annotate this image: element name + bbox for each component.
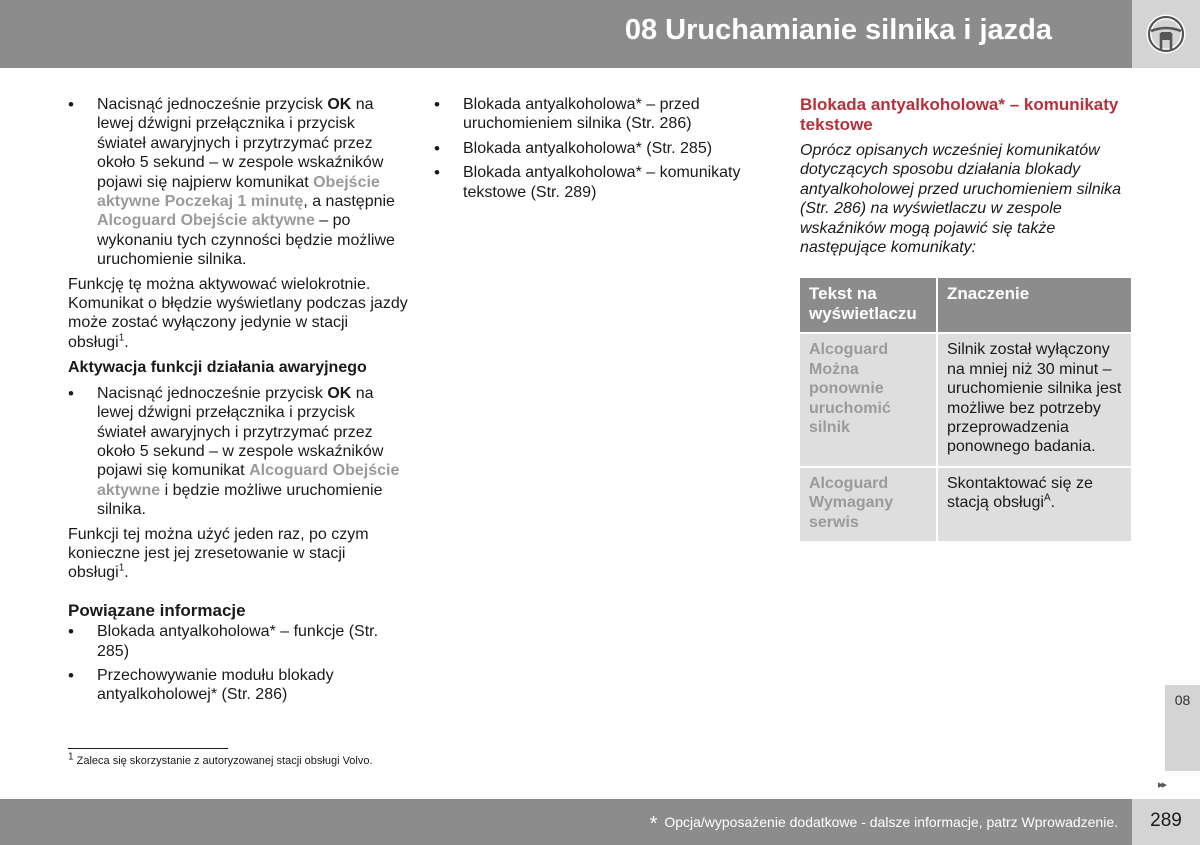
table-row xyxy=(800,333,1131,466)
list-item xyxy=(68,384,408,520)
text: , a następnie xyxy=(303,193,395,211)
procedure-list-1 xyxy=(68,95,408,270)
text: Funkcję tę można aktywować wielokrotnie. Komunikat o błędzie wyświetlany podczas jazdy może zostać wyłączony jedynie w stacji obsługi xyxy=(68,275,408,351)
related-link[interactable]: • Przechowywanie modułu blokady antyalkoholowej* (Str. 286) xyxy=(68,666,408,705)
paragraph xyxy=(68,275,408,353)
footnote-ref: 1 xyxy=(118,332,125,344)
related-links xyxy=(68,622,408,705)
intro-paragraph: Oprócz opisanych wcześniej komunikatów dotyczących sposobu działania blokady antyalkoholowej przed uruchomieniem silnika (Str. 286) na wyświetlaczu w zespole wskaźników mogą pojawić się także następujące komunikaty: xyxy=(800,142,1122,257)
related-links-continued xyxy=(434,95,774,202)
table-row xyxy=(800,467,1131,541)
related-link[interactable]: • Blokada antyalkoholowa* (Str. 285) xyxy=(434,139,774,158)
display-text-cell: Alcoguard Wymagany serwis xyxy=(800,467,937,541)
ok-button-label: OK xyxy=(327,96,352,113)
procedure-list-2 xyxy=(68,384,408,520)
related-info-heading: Powiązane informacje xyxy=(68,600,246,620)
footnote xyxy=(68,751,373,767)
page-number-box xyxy=(1132,799,1200,845)
text: i będzie możliwe uruchomienie silnika. xyxy=(97,481,383,519)
footnote-text: Zaleca się skorzystanie z autoryzowanej stacji obsługi Volvo. xyxy=(73,755,373,767)
paragraph xyxy=(68,525,408,583)
steering-wheel-icon xyxy=(1144,12,1188,56)
page-number: 289 xyxy=(1150,810,1182,831)
meaning-cell xyxy=(937,467,1131,541)
meaning-cell: Silnik został wyłączony na mniej niż 30 minut – uruchomienie silnika jest możliwe bez potrzeby przeprowadzenia ponownego badania. xyxy=(937,333,1131,466)
section-subheading: Aktywacja funkcji działania awaryjnego xyxy=(68,359,367,377)
related-link[interactable]: • Blokada antyalkoholowa* – funkcje (Str. 285) xyxy=(68,622,408,661)
column-header: Znaczenie xyxy=(937,278,1131,333)
chapter-header xyxy=(0,0,1132,68)
list-item xyxy=(68,95,408,270)
related-link[interactable]: • Blokada antyalkoholowa* – komunikaty tekstowe (Str. 289) xyxy=(434,163,774,202)
text: . xyxy=(124,564,129,582)
column-header: Tekst na wyświetlaczu xyxy=(800,278,937,333)
text: . xyxy=(124,333,129,351)
chapter-icon-box xyxy=(1132,0,1200,68)
section-heading: Blokada antyalkoholowa* – komunikaty tekstowe xyxy=(800,95,1119,134)
text: – po wykonaniu tych czynności będzie możliwe uruchomienie silnika. xyxy=(97,212,395,269)
ok-button-label: OK xyxy=(327,384,352,402)
footer-text: Opcja/wyposażenie dodatkowe - dalsze informacje, patrz Wprowadzenie. xyxy=(660,814,1118,830)
chapter-tab-label: 08 xyxy=(1174,692,1191,708)
display-message: Alcoguard Obejście aktywne xyxy=(97,462,400,499)
display-message: Alcoguard Obejście aktywne xyxy=(97,212,315,230)
text: Skontaktować się ze stacją obsługi xyxy=(947,474,1093,512)
footnote-ref: 1 xyxy=(118,563,125,575)
text: Funkcji tej można użyć jeden raz, po czym konieczne jest jej zresetowanie w stacji obsługi xyxy=(68,525,369,582)
asterisk-icon: * xyxy=(649,813,658,835)
text: . xyxy=(1050,494,1056,512)
display-text-cell: Alcoguard Można ponownie uruchomić silnik xyxy=(800,333,937,466)
text: na lewej dźwigni przełącznika i przycisk świateł awaryjnych i przytrzymać przez około 5 sekund – w zespole wskaźników pojawi się komunikat xyxy=(97,384,384,480)
text: Nacisnąć jednocześnie przycisk xyxy=(97,384,328,402)
footer-note xyxy=(650,813,1118,836)
text: na lewej dźwigni przełącznika i przycisk świateł awaryjnych i przytrzymać przez około 5 sekund – w zespole wskaźników pojawi się najpierw komunikat xyxy=(97,96,384,191)
footnote-divider xyxy=(68,748,228,749)
footnote-ref: A xyxy=(1043,492,1051,504)
page-footer xyxy=(0,799,1132,845)
chapter-title: 08 Uruchamianie silnika i jazda xyxy=(624,14,1052,46)
text: Nacisnąć jednocześnie przycisk xyxy=(97,96,328,113)
table-header-row xyxy=(800,278,1131,333)
left-column xyxy=(68,95,408,710)
related-link[interactable]: • Blokada antyalkoholowa* – przed uruchomieniem silnika (Str. 286) xyxy=(434,95,774,134)
chapter-side-tab[interactable] xyxy=(1165,685,1200,771)
display-message: Obejście aktywne Poczekaj 1 minutę xyxy=(97,173,380,211)
right-column xyxy=(800,95,1131,541)
messages-table xyxy=(800,278,1131,541)
middle-column xyxy=(434,95,774,207)
continue-arrows-icon: ▸▸ xyxy=(1158,779,1166,791)
footnote-mark: 1 xyxy=(68,751,74,763)
